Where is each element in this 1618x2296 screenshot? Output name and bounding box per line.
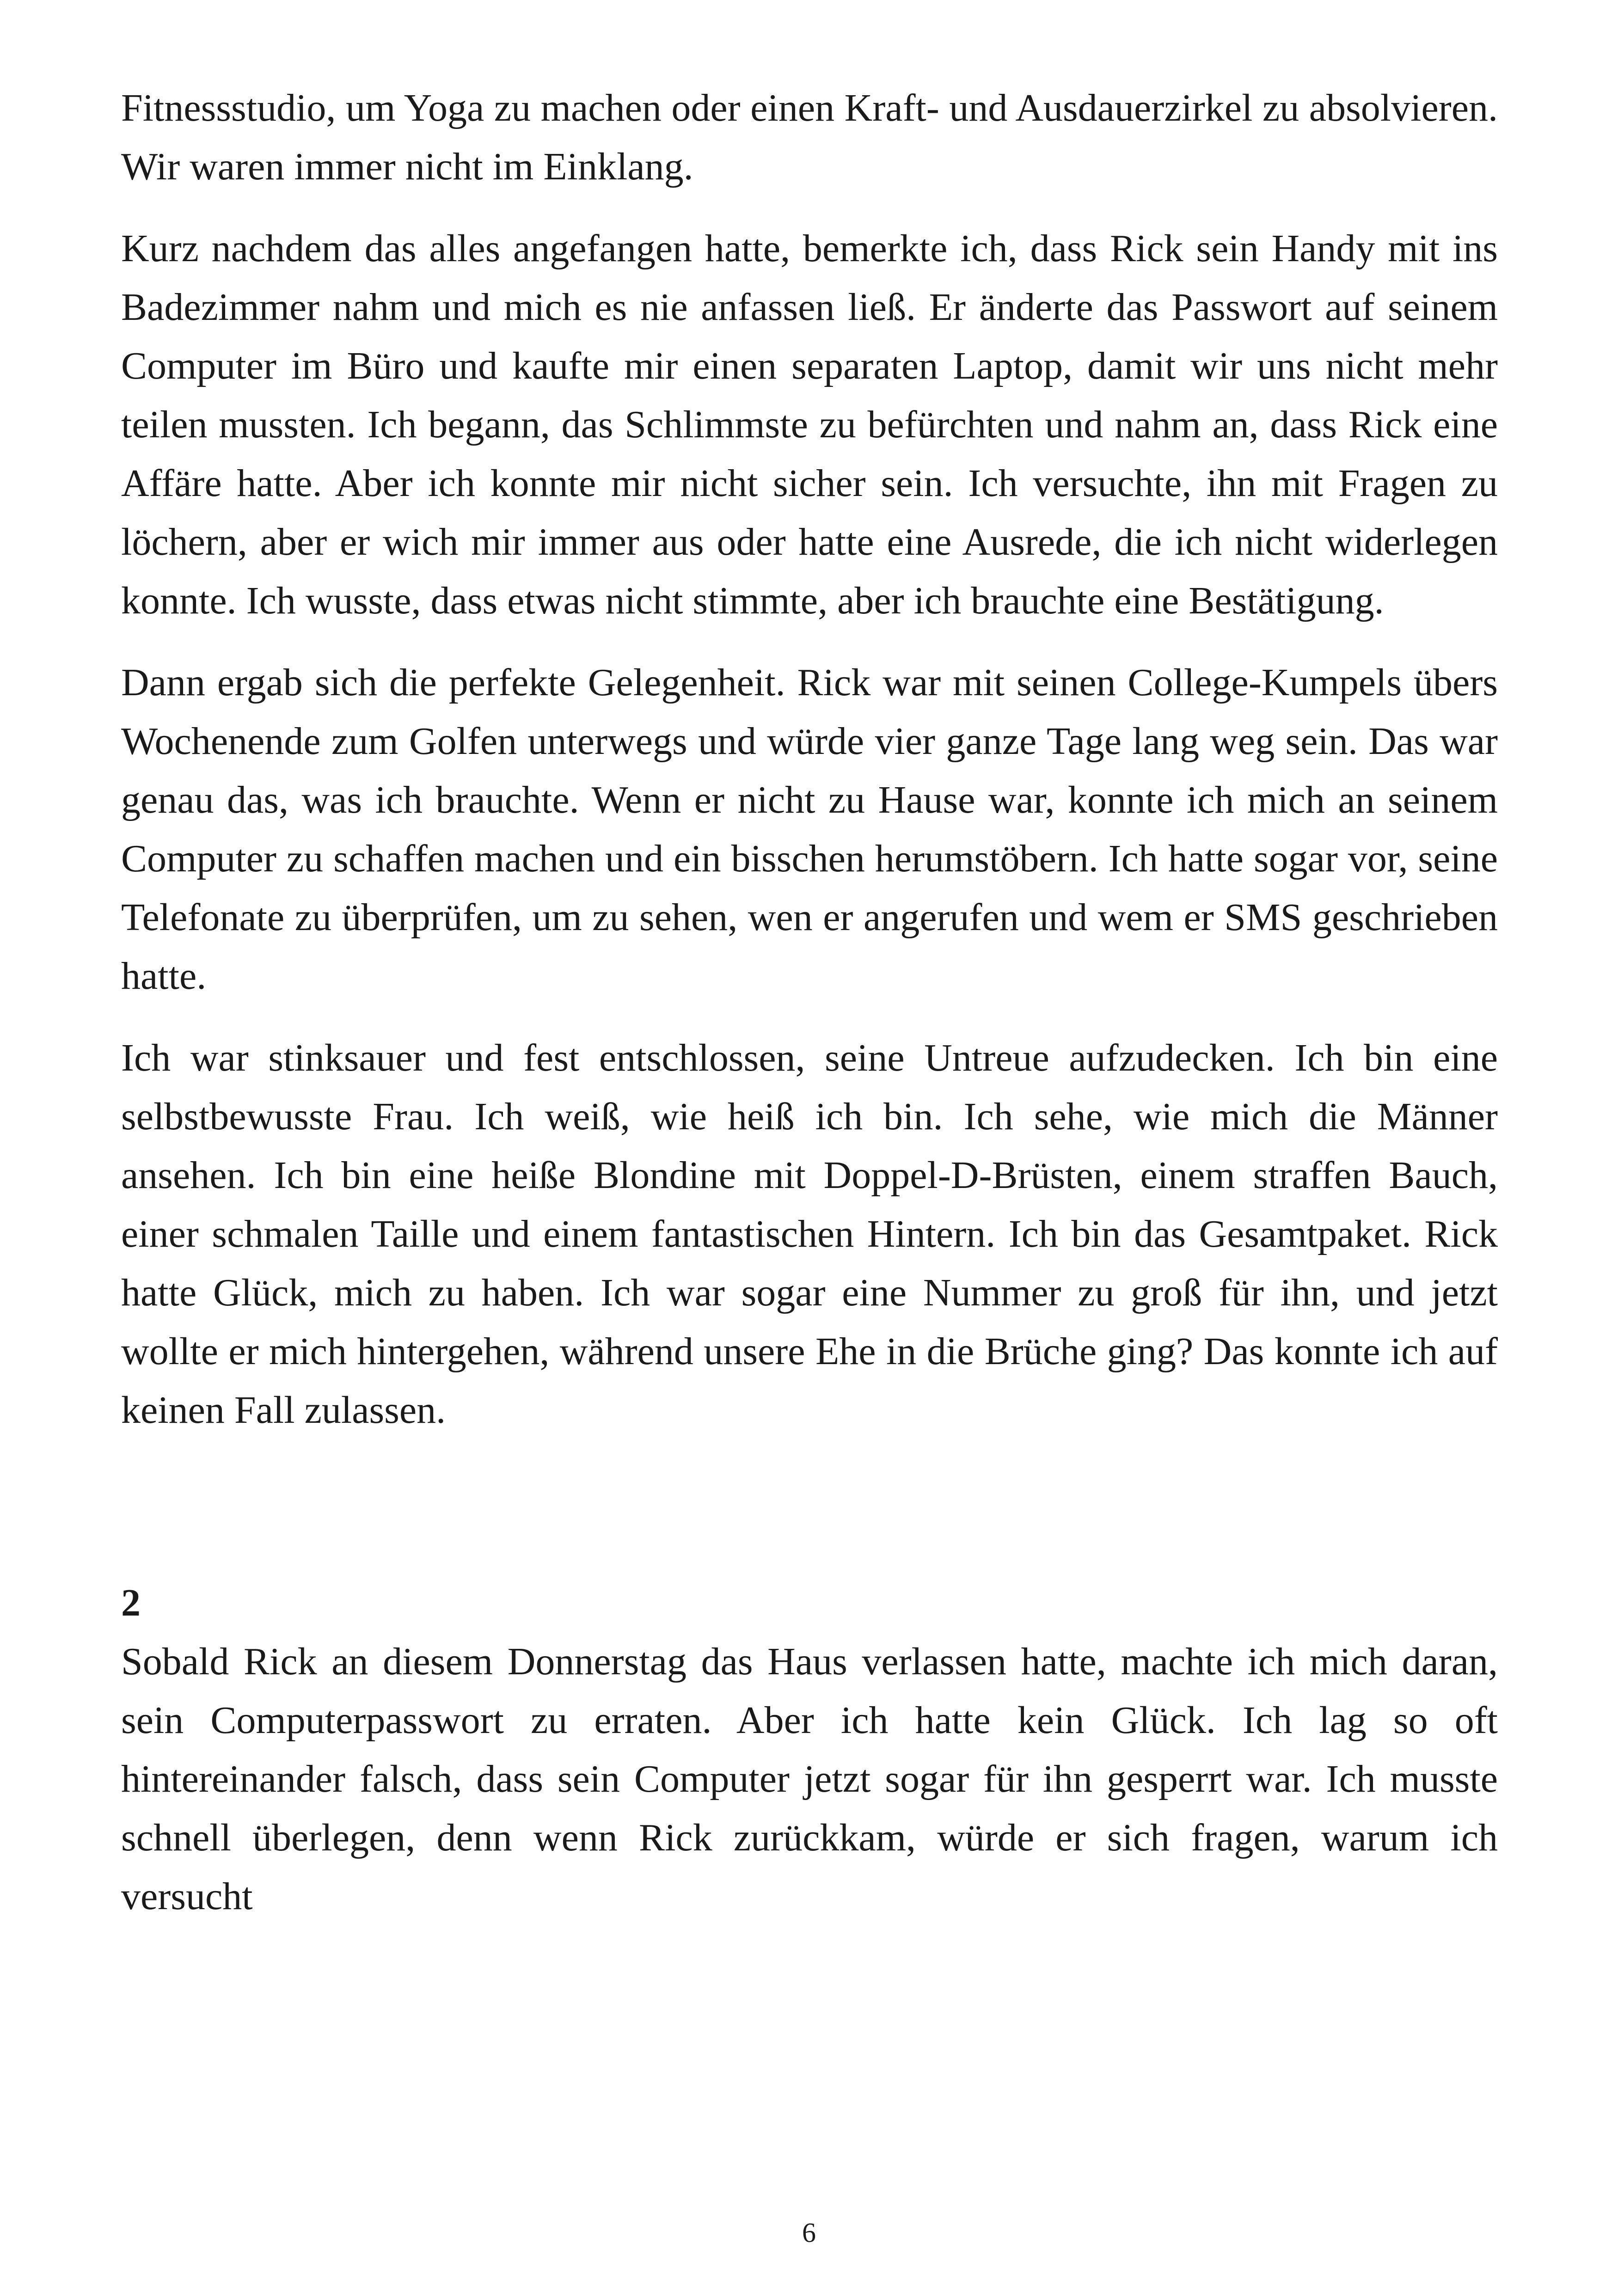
page-number: 6 <box>802 2217 816 2248</box>
chapter-section <box>121 1574 1498 1926</box>
paragraph: Dann ergab sich die perfekte Gelegenheit. Rick war mit seinen College-Kumpels übers Wochenende zum Golfen unterwegs und würde vier ganze Tage lang weg sein. Das war genau das, was ich brauchte. Wenn er nicht zu Hause war, konnte ich mich an seinem Computer zu schaffen machen und ein bisschen herumstöbern. Ich hatte sogar vor, seine Telefonate zu überprüfen, um zu sehen, wen er angerufen und wem er SMS geschrieben hatte. <box>121 661 1498 998</box>
paragraph: Fitnessstudio, um Yoga zu machen oder einen Kraft- und Ausdauerzirkel zu absolvieren. Wir waren immer nicht im Einklang. <box>121 86 1498 188</box>
chapter-number: 2 <box>121 1581 141 1624</box>
chapter-paragraph: Sobald Rick an diesem Donnerstag das Haus verlassen hatte, machte ich mich daran, sein Computerpasswort zu erraten. Aber ich hatte kein Glück. Ich lag so oft hintereinander falsch, dass sein Computer jetzt sogar für ihn gesperrt war. Ich musste schnell überlegen, denn wenn Rick zurückkam, würde er sich fragen, warum ich versucht <box>121 1640 1498 1918</box>
paragraph: Kurz nachdem das alles angefangen hatte, bemerkte ich, dass Rick sein Handy mit ins Badezimmer nahm und mich es nie anfassen ließ. Er änderte das Passwort auf seinem Computer im Büro und kaufte mir einen separaten Laptop, damit wir uns nicht mehr teilen mussten. Ich begann, das Schlimmste zu befürchten und nahm an, dass Rick eine Affäre hatte. Aber ich konnte mir nicht sicher sein. Ich versuchte, ihn mit Fragen zu löchern, aber er wich mir immer aus oder hatte eine Ausrede, die ich nicht widerlegen konnte. Ich wusste, dass etwas nicht stimmte, aber ich brauchte eine Bestätigung. <box>121 227 1498 622</box>
page-body <box>121 79 1498 1926</box>
paragraph: Ich war stinksauer und fest entschlossen, seine Untreue aufzudecken. Ich bin eine selbstbewusste Frau. Ich weiß, wie heiß ich bin. Ich sehe, wie mich die Männer ansehen. Ich bin eine heiße Blondine mit Doppel-D-Brüsten, einem straffen Bauch, einer schmalen Taille und einem fantastischen Hintern. Ich bin das Gesamtpaket. Rick hatte Glück, mich zu haben. Ich war sogar eine Nummer zu groß für ihn, und jetzt wollte er mich hintergehen, während unsere Ehe in die Brüche ging? Das konnte ich auf keinen Fall zulassen. <box>121 1036 1498 1432</box>
